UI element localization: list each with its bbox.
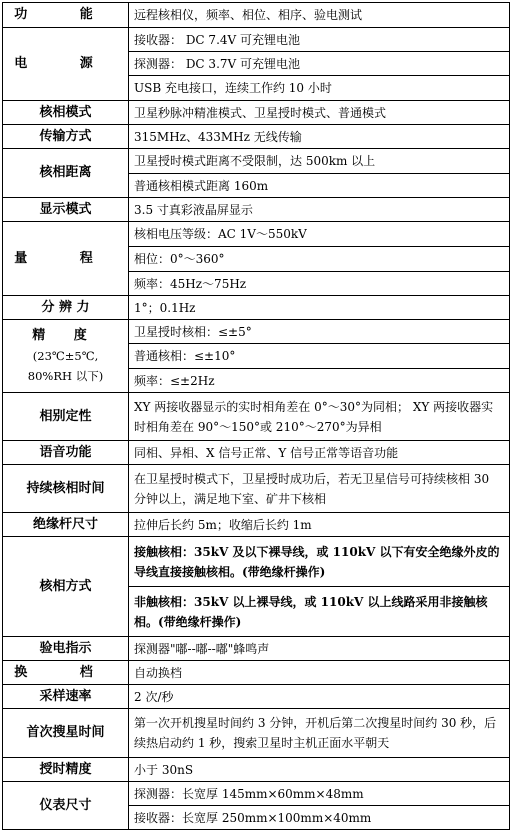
row-value: 小于 30nS — [129, 758, 510, 782]
row-label: 持续核相时间 — [3, 465, 129, 513]
row-label: 核相距离 — [3, 149, 129, 198]
spec-table — [2, 2, 510, 830]
row-label: 绝缘杆尺寸 — [3, 513, 129, 537]
table-row — [3, 198, 510, 222]
row-label: 相别定性 — [3, 393, 129, 441]
table-row — [3, 637, 510, 661]
row-value: 卫星授时模式距离不受限制，达 500km 以上 — [129, 149, 510, 174]
row-value: 第一次开机搜星时间约 3 分钟，开机后第二次搜星时间约 30 秒，后续热启动约 1 秒，搜索卫星时主机正面水平朝天 — [129, 709, 510, 758]
row-value: 接收器：长宽厚 250mm×100mm×40mm — [129, 806, 510, 830]
row-value: 接收器： DC 7.4V 可充锂电池 — [129, 28, 510, 52]
row-label: 验电指示 — [3, 637, 129, 661]
table-row — [3, 661, 510, 685]
table-row — [3, 101, 510, 125]
row-value: 远程核相仪，频率、相位、相序、验电测试 — [129, 3, 510, 28]
row-value: 探测器： DC 3.7V 可充锂电池 — [129, 52, 510, 76]
row-value: 卫星授时核相：≤±5° — [129, 320, 510, 344]
row-value: 频率：≤±2Hz — [129, 369, 510, 393]
row-value: XY 两接收器显示的实时相角差在 0°～30°为同相； XY 两接收器实时相角差在 90°～150°或 210°～270°为异相 — [129, 393, 510, 441]
row-label: 授时精度 — [3, 758, 129, 782]
row-label: 换 档 — [3, 661, 129, 685]
table-row — [3, 465, 510, 513]
row-label: 量 程 — [3, 222, 129, 296]
row-value: 非触核相：35kV 以上裸导线，或 110kV 以上线路采用非接触核相。(带绝缘杆操作) — [129, 587, 510, 637]
table-row — [3, 320, 510, 344]
row-label: 核相方式 — [3, 537, 129, 637]
row-value: 自动换档 — [129, 661, 510, 685]
table-row — [3, 149, 510, 174]
row-label: 分 辨 力 — [3, 296, 129, 320]
table-row — [3, 685, 510, 709]
row-label: 显示模式 — [3, 198, 129, 222]
row-value: 2 次/秒 — [129, 685, 510, 709]
row-value: 315MHz、433MHz 无线传输 — [129, 125, 510, 149]
row-label: 电 源 — [3, 28, 129, 101]
row-value: 1°；0.1Hz — [129, 296, 510, 320]
row-label: 传输方式 — [3, 125, 129, 149]
row-value: USB 充电接口，连续工作约 10 小时 — [129, 76, 510, 101]
row-value: 拉伸后长约 5m；收缩后长约 1m — [129, 513, 510, 537]
table-row — [3, 28, 510, 52]
row-value: 普通核相模式距离 160m — [129, 174, 510, 198]
row-label: 首次搜星时间 — [3, 709, 129, 758]
row-value: 3.5 寸真彩液晶屏显示 — [129, 198, 510, 222]
row-value: 频率：45Hz～75Hz — [129, 272, 510, 296]
table-row — [3, 782, 510, 806]
row-value: 普通核相：≤±10° — [129, 344, 510, 369]
row-value: 核相电压等级：AC 1V～550kV — [129, 222, 510, 247]
row-label: 功 能 — [3, 3, 129, 28]
row-value: 在卫星授时模式下，卫星授时成功后，若无卫星信号可持续核相 30 分钟以上，满足地下室、矿井下核相 — [129, 465, 510, 513]
row-value: 接触核相：35kV 及以下裸导线，或 110kV 以下有安全绝缘外皮的导线直接接触核相。(带绝缘杆操作) — [129, 537, 510, 587]
row-value: 相位：0°～360° — [129, 247, 510, 272]
row-label: 核相模式 — [3, 101, 129, 125]
row-value: 探测器：长宽厚 145mm×60mm×48mm — [129, 782, 510, 806]
table-row — [3, 513, 510, 537]
row-value: 同相、异相、X 信号正常、Y 信号正常等语音功能 — [129, 441, 510, 465]
table-row — [3, 758, 510, 782]
table-row — [3, 222, 510, 247]
row-label: 仪表尺寸 — [3, 782, 129, 830]
table-row — [3, 709, 510, 758]
table-row — [3, 296, 510, 320]
row-label: 精 度 (23℃±5℃, 80%RH 以下) — [3, 320, 129, 393]
row-label: 语音功能 — [3, 441, 129, 465]
table-row — [3, 3, 510, 28]
row-value: 探测器"嘟--嘟--嘟"蜂鸣声 — [129, 637, 510, 661]
table-row — [3, 125, 510, 149]
row-label: 采样速率 — [3, 685, 129, 709]
row-value: 卫星秒脉冲精准模式、卫星授时模式、普通模式 — [129, 101, 510, 125]
table-row — [3, 537, 510, 587]
table-row — [3, 393, 510, 441]
table-row — [3, 441, 510, 465]
